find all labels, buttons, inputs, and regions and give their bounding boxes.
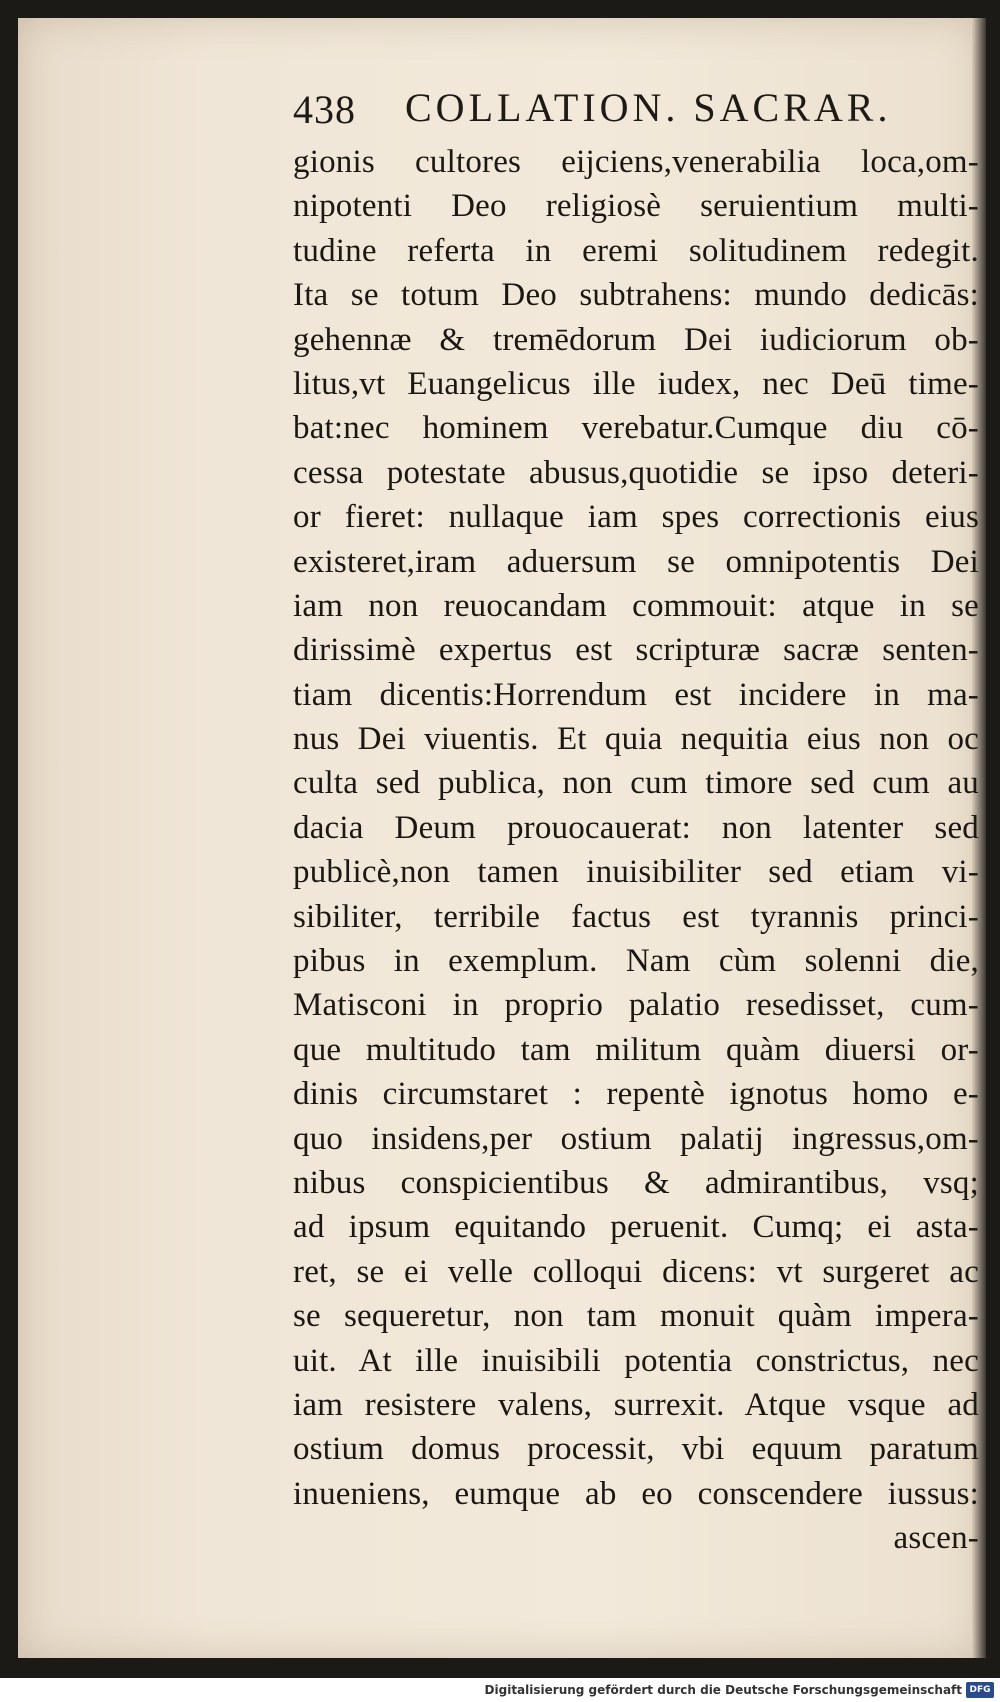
text-line: ad ipsum equitando peruenit. Cumq; ei asta- bbox=[293, 1209, 979, 1246]
text-line: inueniens, eumque ab eo conscendere iussus: bbox=[293, 1475, 979, 1512]
running-head bbox=[293, 78, 913, 142]
text-line: pibus in exemplum. Nam cùm solenni die, bbox=[293, 943, 979, 980]
text-line: se sequeretur, non tam monuit quàm impera- bbox=[293, 1298, 979, 1335]
text-line: publicè,non tamen inuisibiliter sed etiam vi- bbox=[293, 854, 979, 891]
text-line: nipotenti Deo religiosè seruientium multi- bbox=[293, 188, 979, 225]
text-line: sibiliter, terribile factus est tyrannis princi- bbox=[293, 898, 979, 935]
text-line: uit. At ille inuisibili potentia constrictus, nec bbox=[293, 1342, 979, 1379]
page-number: 438 bbox=[293, 87, 356, 132]
text-line: existeret,iram aduersum se omnipotentis Dei bbox=[293, 543, 979, 580]
text-line: tiam dicentis:Horrendum est incidere in ma- bbox=[293, 676, 979, 713]
running-head-title: COLLATION. SACRAR. bbox=[405, 85, 892, 130]
text-line: dacia Deum prouocauerat: non latenter sed bbox=[293, 809, 979, 846]
text-line: Matisconi in proprio palatio resedisset, cum- bbox=[293, 987, 979, 1024]
text-line: quo insidens,per ostium palatij ingressus,om- bbox=[293, 1120, 979, 1157]
text-line: ret, se ei velle colloqui dicens: vt surgeret ac bbox=[293, 1253, 979, 1290]
text-line: nus Dei viuentis. Et quia nequitia eius non oc bbox=[293, 721, 979, 758]
funding-credit: Digitalisierung gefördert durch die Deutsche Forschungsgemeinschaft bbox=[484, 1683, 962, 1697]
text-line: litus,vt Euangelicus ille iudex, nec Deū time- bbox=[293, 365, 979, 402]
text-line: gehennæ & tremēdorum Dei iudiciorum ob- bbox=[293, 321, 979, 358]
text-line: or fieret: nullaque iam spes correctionis eius bbox=[293, 499, 979, 536]
text-line: que multitudo tam militum quàm diuersi or- bbox=[293, 1031, 979, 1068]
text-line: cessa potestate abusus,quotidie se ipso deteri- bbox=[293, 454, 979, 491]
text-line: tudine referta in eremi solitudinem redegit. bbox=[293, 232, 979, 269]
text-line: iam resistere valens, surrexit. Atque vsque ad bbox=[293, 1386, 979, 1423]
catchword: ascen- bbox=[893, 1520, 979, 1557]
footer-bar bbox=[0, 1678, 1000, 1702]
dfg-logo-icon: DFG bbox=[966, 1682, 994, 1698]
text-line: iam non reuocandam commouit: atque in se bbox=[293, 587, 979, 624]
text-line: bat:nec hominem verebatur.Cumque diu cō- bbox=[293, 410, 979, 447]
text-line: ostium domus processit, vbi equum paratum bbox=[293, 1431, 979, 1468]
text-line: dinis circumstaret : repentè ignotus homo e- bbox=[293, 1076, 979, 1113]
text-line: culta sed publica, non cum timore sed cum au bbox=[293, 765, 979, 802]
text-line: Ita se totum Deo subtrahens: mundo dedicās: bbox=[293, 277, 979, 314]
text-line: nibus conspicientibus & admirantibus, vsq; bbox=[293, 1164, 979, 1201]
text-line: gionis cultores eijciens,venerabilia loca,om- bbox=[293, 144, 979, 180]
text-line: dirissimè expertus est scripturæ sacræ senten- bbox=[293, 632, 979, 669]
body-text bbox=[293, 140, 979, 1561]
